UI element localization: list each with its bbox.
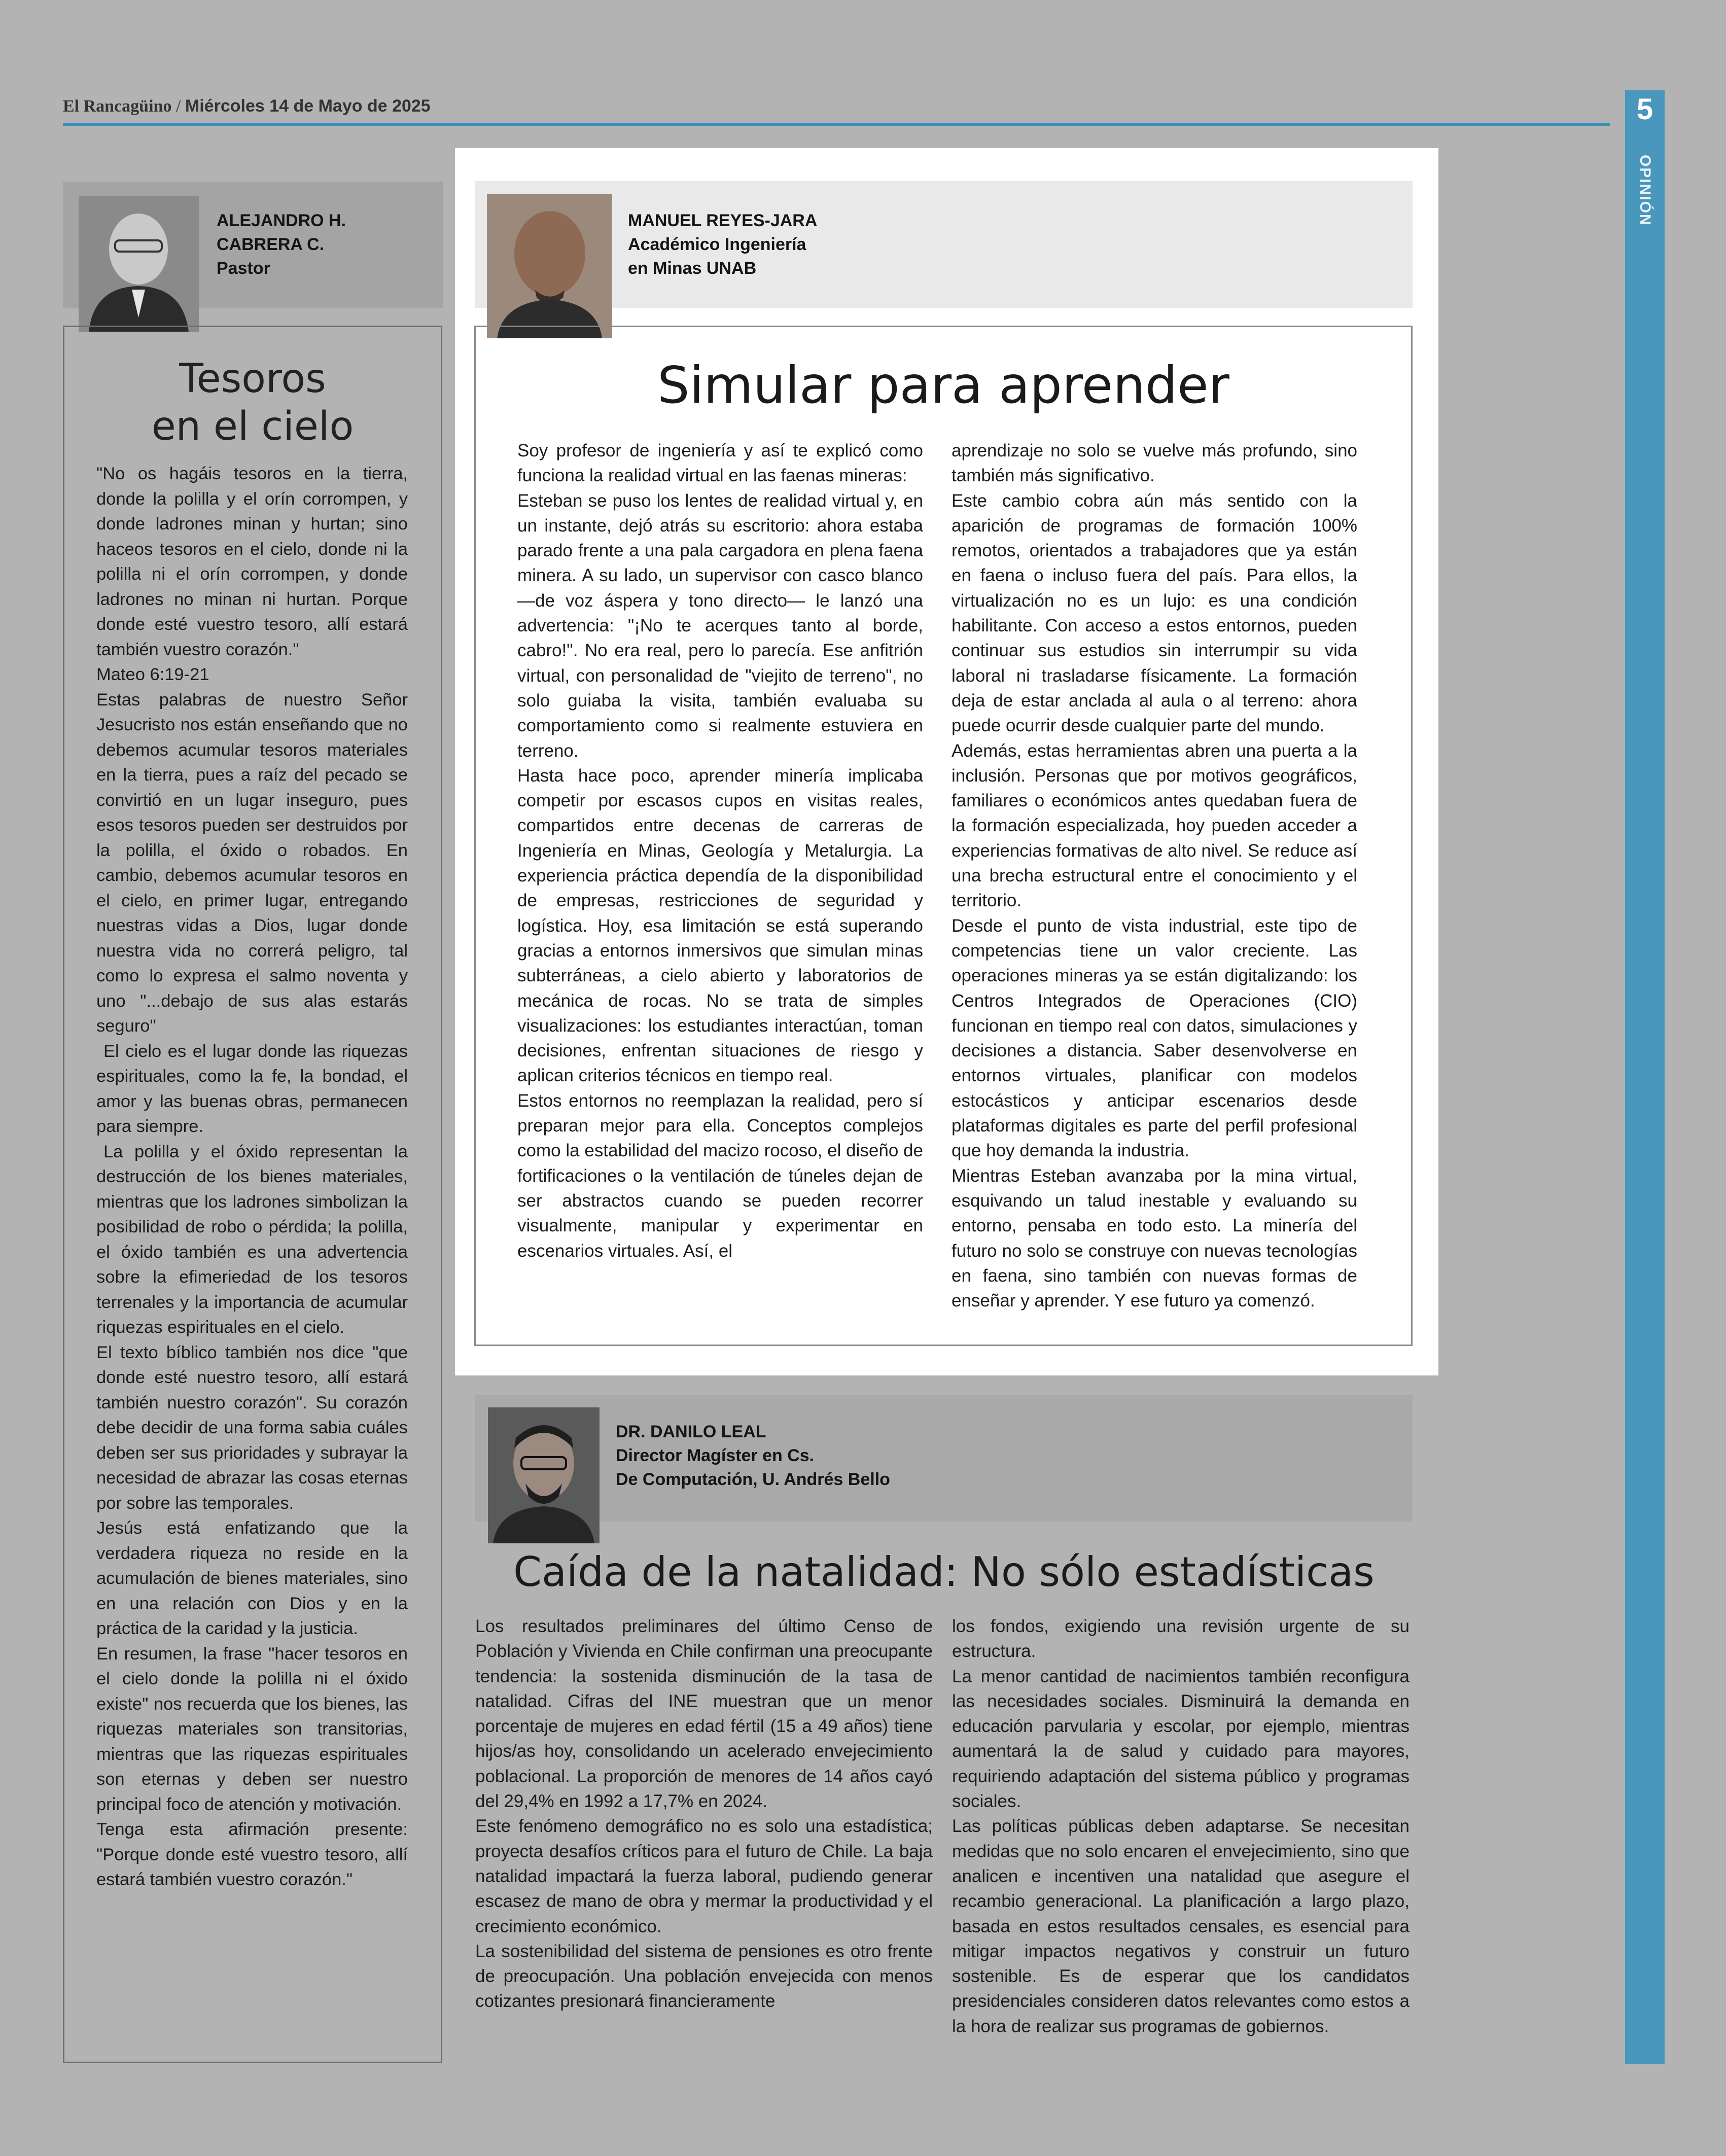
paragraph: aprendizaje no solo se vuelve más profundo, sino también más significativo. [952, 441, 1357, 486]
section-label-text: OPINIÓN [1637, 155, 1653, 226]
center-author-byline [628, 209, 817, 280]
page-number: 5 [1636, 93, 1653, 126]
paragraph: Este cambio cobra aún más sentido con la aparición de programas de formación 100% remotos, orientados a trabajadores que ya están en faena o incluso fuera del país. Para ellos, la virtualización no es un lujo: es una condición habilitante. Con acceso a estos entornos, pueden continuar sus estudios sin interrumpir su vida laboral ni trasladarse físicamente. La formación deja de estar anclada al aula o al terreno: ahora puede ocurrir desde cualquier parte del mundo. [952, 490, 1357, 736]
left-article-title [65, 355, 440, 450]
left-article-body [96, 462, 408, 1893]
paragraph: En resumen, la frase "hacer tesoros en el cielo donde la polilla ni el óxido existe" nos recuerda que los bienes, las riquezas materiales son transitorias, mientras que las riquezas espirituales son eternas y deben ser nuestro principal foco de atención y motivación. [96, 1644, 408, 1814]
section-sidebar [1625, 90, 1665, 2064]
author-name: MANUEL REYES-JARA [628, 211, 818, 230]
paragraph: Estos entornos no reemplazan la realidad, pero sí preparan mejor para ella. Conceptos complejos como la estabilidad del macizo rocoso, el diseño de fortificaciones o la ventilación de túneles dejan de ser abstractos cuando se pueden recorrer visualmente, manipular y experimentar en escenarios virtuales. Así, el [517, 1090, 923, 1261]
author-name: DR. DANILO LEAL [616, 1422, 766, 1441]
portrait-image [487, 194, 612, 338]
author-role-cont: De Computación, U. Andrés Bello [616, 1470, 890, 1489]
section-label [1633, 155, 1657, 241]
left-author-photo [79, 196, 199, 332]
paragraph: La menor cantidad de nacimientos también reconfigura las necesidades sociales. Disminuirá la demanda en educación parvularia y escolar, por ejemplo, mientras aumentará la de salud y cuidado para mayores, requiriendo adaptación del sistema público y programas sociales. [952, 1666, 1410, 1812]
paragraph: Soy profesor de ingeniería y así te explicó como funciona la realidad virtual en las faenas mineras: [517, 441, 923, 486]
portrait-image [488, 1407, 600, 1543]
bottom-article-column-1 [475, 1614, 933, 2014]
center-article-title: Simular para aprender [657, 356, 1229, 415]
bottom-article-column-2 [952, 1614, 1410, 2039]
paragraph: Las políticas públicas deben adaptarse. Se necesitan medidas que no solo encaren el envejecimiento, sino que analicen e incentiven una natalidad que asegure el recambio generacional. La planificación a largo plazo, basada en estos resultados censales, es esencial para mitigar impactos negativos y construir un futuro sostenible. Es de esperar que los candidatos presidenciales consideren datos relevantes como estos a la hora de realizar sus programas de gobiernos. [952, 1816, 1410, 2036]
masthead-separator: / [175, 97, 181, 116]
paragraph: Mientras Esteban avanzaba por la mina virtual, esquivando un talud inestable y evaluando su entorno, pensaba en todo esto. La minería del futuro no solo se construye con nuevas tecnologías en faena, sino también con nuevas formas de enseñar y aprender. Y ese futuro ya comenzó. [952, 1165, 1357, 1311]
paragraph: Esteban se puso los lentes de realidad virtual y, en un instante, dejó atrás su escritorio: ahora estaba parado frente a una pala cargadora en plena faena minera. A su lado, un supervisor con casco blanco —de voz áspera y tono directo— le lanzó una advertencia: "¡No te acerques tanto al borde, cabro!". No era real, pero lo parecía. Ese anfitrión virtual, con personalidad de "viejito de terreno", no solo guiaba la visita, también evaluaba su comportamiento como si realmente estuviera en terreno. [517, 490, 923, 761]
left-author-byline [217, 209, 346, 280]
header-rule [63, 123, 1610, 126]
author-role: Académico Ingeniería [628, 235, 806, 254]
paragraph: los fondos, exigiendo una revisión urgente de su estructura. [952, 1616, 1410, 1662]
center-author-header [475, 181, 1413, 308]
paragraph: "No os hagáis tesoros en la tierra, donde la polilla y el orín corrompen, y donde ladrones minan y hurtan; sino haceos tesoros en el cielo, donde ni la polilla ni el orín corrompen, y donde ladrones no minan ni hurtan. Porque donde esté vuestro tesoro, allí estará también vuestro corazón." [96, 464, 408, 659]
author-role-cont: en Minas UNAB [628, 259, 757, 278]
paragraph: El texto bíblico también nos dice "que donde esté nuestro tesoro, allí estará también nuestro corazón". Su corazón debe decidir de una forma sabia cuáles deben ser sus prioridades y subrayar la necesidad de abrazar las cosas eternas por sobre las temporales. [96, 1342, 408, 1513]
bottom-author-photo [488, 1407, 600, 1543]
paragraph: Jesús está enfatizando que la verdadera riqueza no reside en la acumulación de bienes materiales, sino en una relación con Dios y en la práctica de la caridad y la justicia. [96, 1518, 408, 1638]
paragraph: La sostenibilidad del sistema de pensiones es otro frente de preocupación. Una población envejecida con menos cotizantes presionará financieramente [475, 1941, 933, 2011]
center-article-column-2 [952, 438, 1357, 1313]
paragraph: Los resultados preliminares del último Censo de Población y Vivienda en Chile confirman una preocupante tendencia: la sostenida disminución de la tasa de natalidad. Cifras del INE muestran que un menor porcentaje de mujeres en edad fértil (15 a 49 años) tiene hijos/as hoy, consolidando un acelerado envejecimiento poblacional. La proporción de menores de 14 años cayó del 29,4% en 1992 a 17,7% en 2024. [475, 1616, 933, 1812]
masthead [63, 96, 431, 116]
paragraph: Además, estas herramientas abren una puerta a la inclusión. Personas que por motivos geográficos, familiares o económicos antes quedaban fuera de la formación especializada, hoy pueden acceder a experiencias formativas de alto nivel. Se reduce así una brecha estructural entre el conocimiento y el territorio. [952, 740, 1357, 911]
paragraph: Estas palabras de nuestro Señor Jesucristo nos están enseñando que no debemos acumular tesoros materiales en la tierra, pues a raíz del pecado se convirtió en un lugar inseguro, pues esos tesoros pueden ser destruidos por la polilla, el óxido o robados. En cambio, debemos acumular tesoros en el cielo, en primer lugar, entregando nuestras vidas a Dios, lugar donde nuestra vida no correrá peligro, tal como lo expresa el salmo noventa y uno "...debajo de sus alas estarás seguro" [96, 690, 408, 1036]
issue-date: Miércoles 14 de Mayo de 2025 [185, 96, 431, 116]
author-role: Director Magíster en Cs. [616, 1446, 815, 1465]
paragraph: Mateo 6:19-21 [96, 665, 209, 684]
bottom-author-byline [616, 1420, 890, 1492]
paragraph: El cielo es el lugar donde las riquezas espirituales, como la fe, la bondad, el amor y las buenas obras, permanecen para siempre. [96, 1041, 408, 1136]
center-author-photo [487, 194, 612, 338]
paragraph: Hasta hace poco, aprender minería implicaba competir por escasos cupos en visitas reales, compartidos entre decenas de carreras de Ingeniería en Minas, Geología y Metalurgia. La experiencia práctica dependía de la disponibilidad de empresas, restricciones de seguridad y logística. Hoy, esa limitación se está superando gracias a entornos inmersivos que simulan minas subterráneas, a cielo abierto y laboratorios de mecánica de rocas. No se trata de simples visualizaciones: los estudiantes interactúan, toman decisiones, enfrentan situaciones de riesgo y aplican criterios técnicos en tiempo real. [517, 765, 923, 1086]
bottom-article-title: Caída de la natalidad: No sólo estadísticas [513, 1548, 1375, 1596]
portrait-image [79, 196, 199, 332]
paragraph: Tenga esta afirmación presente: "Porque donde esté vuestro tesoro, allí estará también vuestro corazón." [96, 1820, 408, 1889]
paragraph: Este fenómeno demográfico no es solo una estadística; proyecta desafíos críticos para el futuro de Chile. La baja natalidad impactará la fuerza laboral, pudiendo generar escasez de mano de obra y mermar la productividad y el crecimiento económico. [475, 1816, 933, 1936]
title-line: Tesoros [179, 356, 326, 402]
center-article-column-1 [517, 438, 923, 1263]
paragraph: La polilla y el óxido representan la destrucción de los bienes materiales, mientras que los ladrones simbolizan la posibilidad de robo o pérdida; la polilla, el óxido también es una advertencia sobre la efimeriedad de los tesoros terrenales y la importancia de acumular riquezas espirituales en el cielo. [96, 1142, 408, 1337]
title-line: en el cielo [151, 404, 354, 449]
paragraph: Desde el punto de vista industrial, este tipo de competencias tiene un valor creciente. Las operaciones mineras ya se están digitalizando: los Centros Integrados de Operaciones (CIO) funcionan en tiempo real con datos, simulaciones y decisiones a distancia. Saber desenvolverse en entornos virtuales, planificar con modelos estocásticos y anticipar escenarios desde plataformas digitales es parte del perfil profesional que hoy demanda la industria. [952, 915, 1357, 1161]
author-name: ALEJANDRO H. [217, 211, 346, 230]
author-role: Pastor [217, 259, 270, 278]
newspaper-name: El Rancagüino [63, 97, 172, 116]
author-name-cont: CABRERA C. [217, 235, 325, 254]
